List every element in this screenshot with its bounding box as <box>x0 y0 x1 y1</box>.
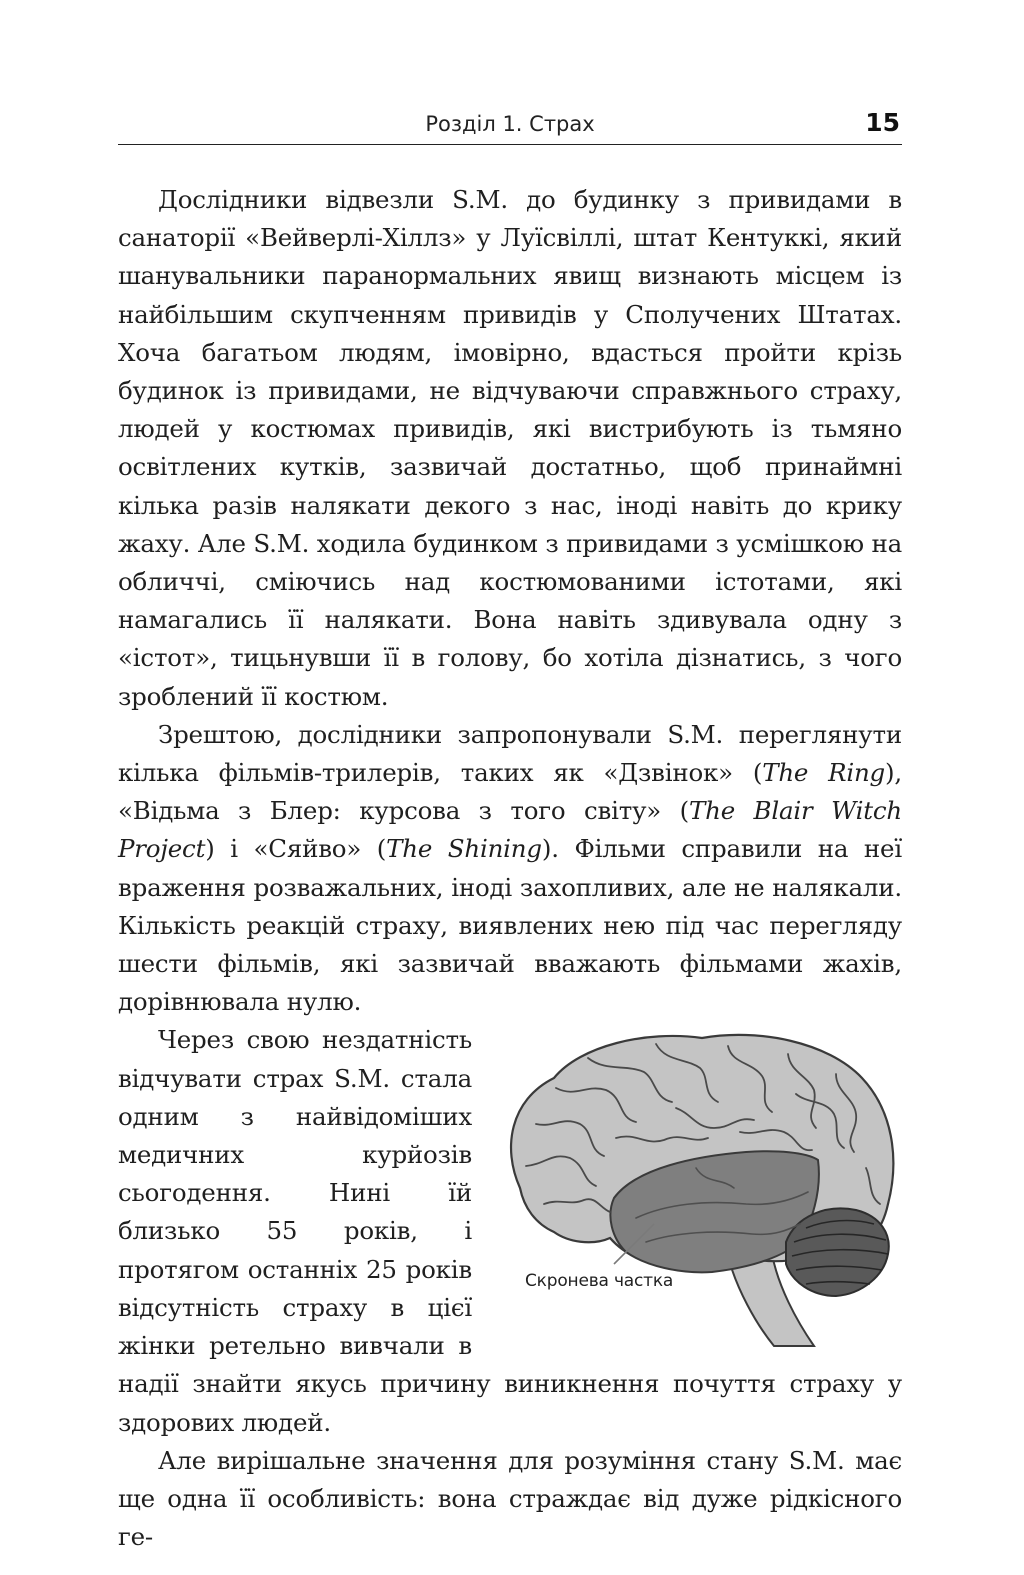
chapter-title: Розділ 1. Страх <box>425 112 595 136</box>
paragraph: Зрештою, дослідники запропонували S.M. переглянути кілька фільмів-трилерів, таких як «Дзвінок» (The Ring), «Відьма з Блер: курсова з того світу» (The Blair Witch Project) і «Сяйво» (The Shining). Фільми справили на неї враження розважальних, іноді захопливих, але не налякали. Кількість реакцій страху, виявлених нею під час перегляду шести фільмів, які зазвичай вважають фільмами жахів, дорівнювала нулю. <box>118 719 903 1017</box>
paragraph: Дослідники відвезли S.M. до будинку з привидами в санаторії «Вейверлі-Хіллз» у Луїсвіллі, штат Кентуккі, який шанувальники паранормальних явищ визнають місцем із найбільшим скупченням привидів у Сполучених Штатах. Хоча багатьом людям, імовірно, вдасться пройти крізь будинок із привидами, не відчуваючи справжнього страху, людей у костюмах привидів, які вистрибують із тьмяно освітлених кутків, зазвичай достатньо, щоб принаймні кілька разів налякати декого з нас, іноді навіть до крику жаху. Але S.M. ходила будинком з привидами з усмішкою на обличчі, сміючись над костюмованими істотами, які намагались її налякати. Вона навіть здивувала одну з «істот», тицьнувши її в голову, бо хотіла дізнатись, з чого зроблений її костюм. <box>118 185 902 711</box>
figure-label: Скронева частка <box>525 1271 674 1292</box>
brain-illustration <box>496 1028 902 1359</box>
film-title: The Shining <box>386 834 542 864</box>
running-header <box>118 108 902 145</box>
film-title: The Blair Witch Project <box>118 796 903 864</box>
paragraph: Через свою нездатність відчувати страх S.M. стала одним з найвідоміших медичних курйозів сьогодення. Нині їй близько 55 років, і протягом останніх 25 років відсутність страху в цієї жінки ретельно вивчали в надії знайти якусь причину виникнення почуття страху у здорових людей. <box>118 1025 902 1437</box>
brain-figure <box>496 1028 902 1359</box>
page-number: 15 <box>865 108 900 137</box>
paragraph: Але вирішальне значення для розуміння стану S.M. має ще одна її особливість: вона страждає від дуже рідкісного ге- <box>118 1445 902 1552</box>
film-title: The Ring <box>762 758 886 788</box>
body-text <box>118 181 902 1556</box>
